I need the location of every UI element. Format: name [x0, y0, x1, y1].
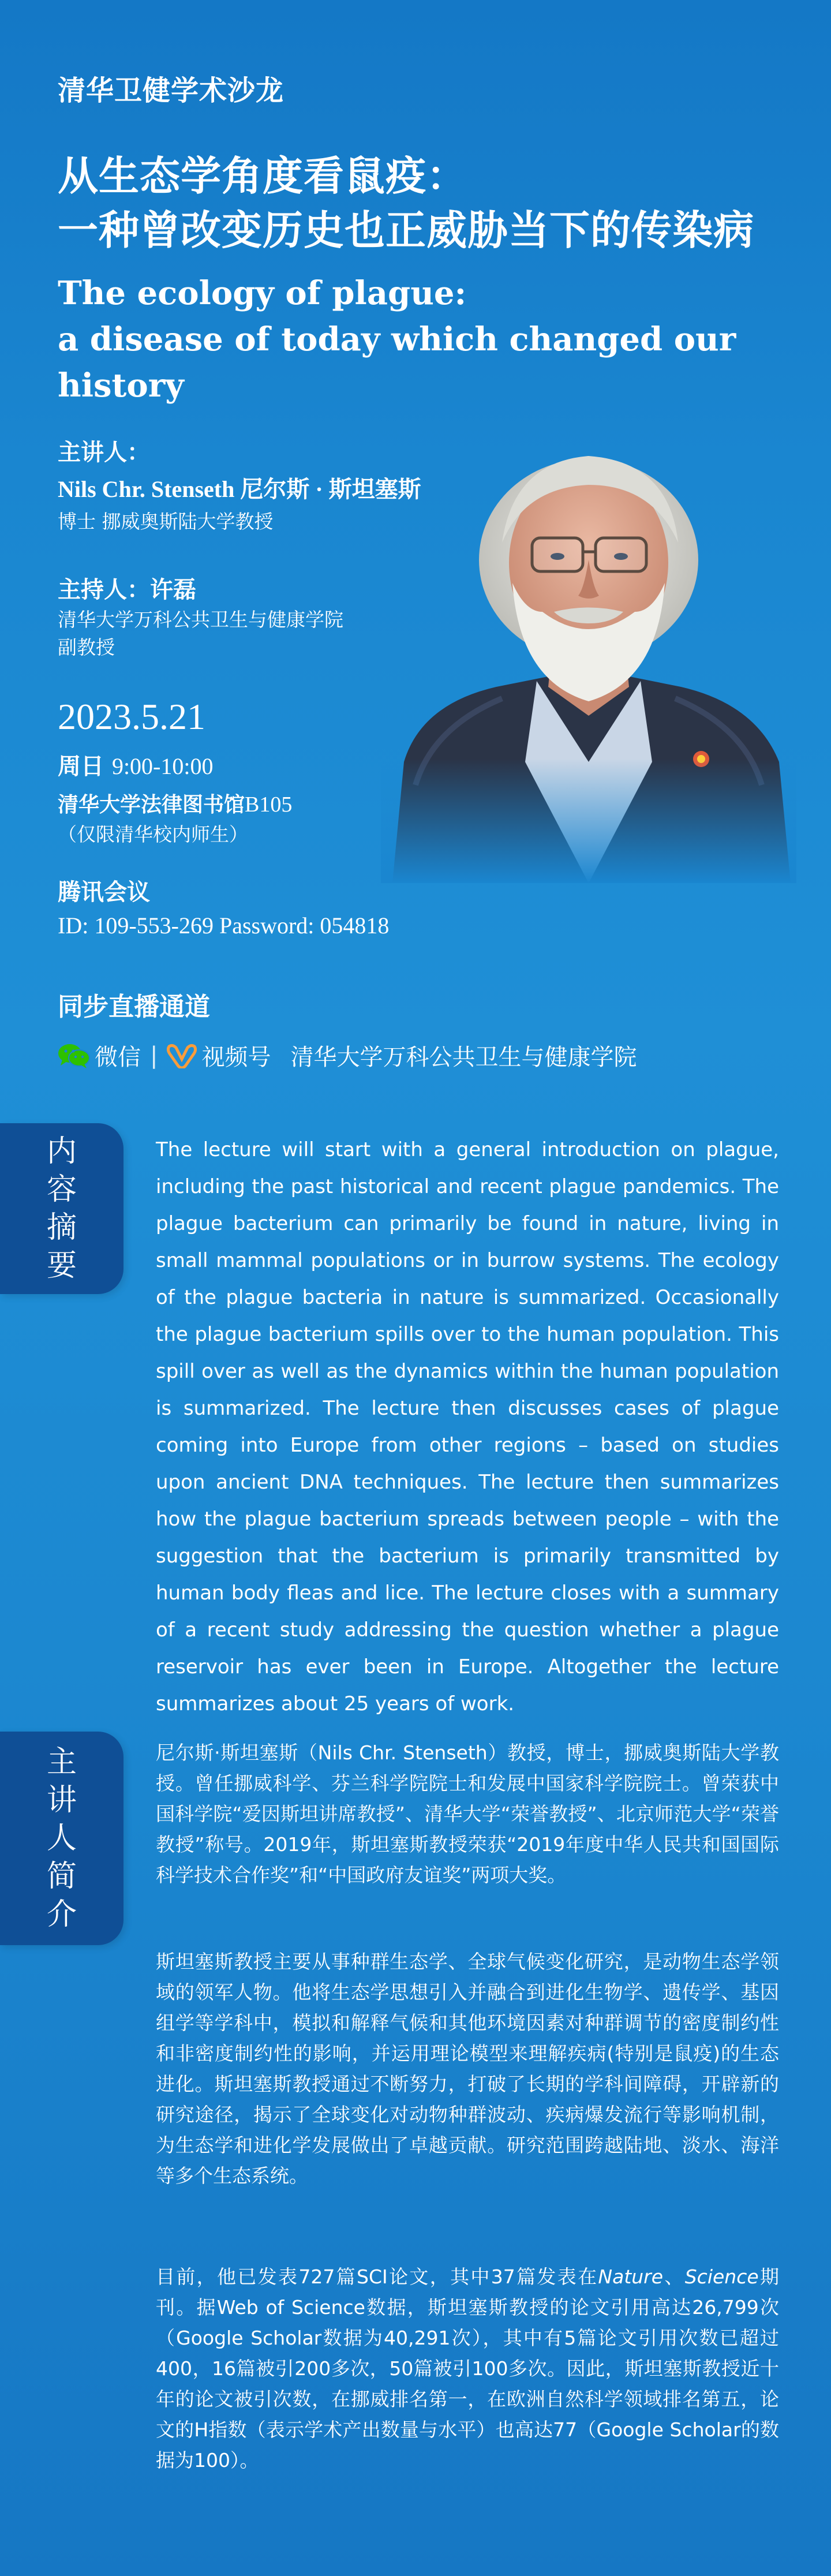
bio-p3-text-b: 期刊。据Web of Science数据，斯坦塞斯教授的论文引用高达26,799次（Google Scholar数据为40,291次），其中有5篇论文引用次数已超过400，16篇被引200多次，50篇被引100多次。因此，斯坦塞斯教授近十年的论文被引次数，在挪威排名第一，在欧洲自然科学领域排名第五，论文的H指数（表示学术产出数量与水平）也高达77（Google Scholar的数据为100）。 [156, 2265, 780, 2472]
speaker-title: 博士 挪威奥斯陆大学教授 [58, 510, 274, 533]
speaker-label: 主讲人： [58, 439, 150, 466]
abstract-tab-char: 摘 [46, 1210, 77, 1245]
bio-paragraph-1: 尼尔斯·斯坦塞斯（Nils Chr. Stenseth）教授，博士，挪威奥斯陆大学教授。曾任挪威科学、芬兰科学院院士和发展中国家科学院院士。曾荣获中国科学院“爱因斯坦讲席教授”、清华大学“荣誉教授”、北京师范大学“荣誉教授”称号。2019年，斯坦塞斯教授荣获“2019年度中华人民共和国国际科学技术合作奖”和“中国政府友谊奖”两项大奖。 [156, 1741, 779, 1886]
bio-tab-char: 介 [46, 1897, 77, 1932]
journal-science: Science [684, 2265, 759, 2288]
title-en-line-2: a disease of today which changed our history [58, 320, 736, 405]
live-channels [58, 1039, 637, 1072]
speaker-portrait [381, 439, 796, 883]
bio-tab-char: 讲 [46, 1783, 77, 1818]
bio-p3-text-a: 目前，他已发表727篇SCI论文，其中37篇发表在 [156, 2265, 598, 2288]
abstract-tab [0, 1123, 123, 1294]
bio-tab-char: 简 [46, 1859, 77, 1894]
host-label: 主持人：许磊 [58, 577, 196, 603]
event-hours: 9:00-10:00 [111, 753, 214, 779]
event-date: 2023.5.21 [58, 696, 205, 737]
wechat-label: 微信 [95, 1044, 141, 1071]
video-channel-icon [167, 1043, 197, 1068]
wechat-icon [58, 1042, 90, 1069]
event-venue [58, 788, 292, 818]
journal-nature: Nature [598, 2265, 664, 2288]
abstract-text: The lecture will start with a general introduction on plague, including the past historical and recent plague pandemics. The plague bacterium can primarily be found in nature, living in small mammal populations or in burrow systems. The ecology of the plague bacteria in nature is summarized. Occasionally the plague bacterium spills over to the human population. This spill over as well as the dynamics within the human population is summarized. The lecture then discusses cases of plague coming into Europe from other regions – based on studies upon ancient DNA techniques. The lecture then summarizes how the plague bacterium spreads between people – with the suggestion that the bacterium is primarily transmitted by human body fleas and lice. The lecture closes with a summary of a recent study addressing the question whether a plague reservoir has ever been in Europe. Altogether the lecture summarizes about 25 years of work. [156, 1138, 779, 1715]
bio-tab-label [0, 1743, 123, 1934]
live-label: 同步直播通道 [58, 992, 210, 1022]
bio-tab-char: 人 [46, 1821, 77, 1856]
meeting-id[interactable]: ID: 109-553-269 Password: 054818 [58, 913, 390, 939]
venue-room: B105 [245, 792, 293, 817]
channel-separator: | [150, 1042, 158, 1069]
lecture-title-chinese [58, 149, 754, 257]
bio-tab-char: 主 [46, 1745, 77, 1779]
event-restriction: （仅限清华校内师生） [58, 823, 248, 846]
video-channel-label: 视频号 [201, 1044, 271, 1071]
series-title: 清华卫健学术沙龙 [58, 74, 285, 107]
host-role: 副教授 [58, 636, 115, 659]
title-en-line-1: The ecology of plague: [58, 274, 467, 312]
bio-p3-sep: 、 [663, 2265, 685, 2288]
event-weekday: 周日 [58, 753, 112, 780]
bio-paragraph-2: 斯坦塞斯教授主要从事种群生态学、全球气候变化研究，是动物生态学领域的领军人物。他将生态学思想引入并融合到进化生物学、遗传学、基因组学等学科中，模拟和解释气候和其他环境因素对种群调节的密度制约性和非密度制约性的影响，并运用理论模型来理解疾病(特别是鼠疫)的生态进化。斯坦塞斯教授通过不断努力，打破了长期的学科间障碍，开辟新的研究途径，揭示了全球变化对动物种群波动、疾病爆发流行等影响机制，为生态学和进化学发展做出了卓越贡献。研究范围跨越陆地、淡水、海洋等多个生态系统。 [156, 1950, 779, 2187]
abstract-tab-char: 内 [46, 1134, 77, 1169]
channel-name: 清华大学万科公共卫生与健康学院 [290, 1044, 637, 1071]
venue-name: 清华大学法律图书馆 [58, 793, 245, 817]
title-cn-line-1: 从生态学角度看鼠疫： [58, 152, 467, 200]
abstract-tab-char: 容 [46, 1172, 77, 1207]
meeting-label: 腾讯会议 [58, 879, 150, 906]
abstract-tab-label [0, 1132, 123, 1285]
speaker-name: Nils Chr. Stenseth 尼尔斯 · 斯坦塞斯 [58, 476, 421, 502]
lecture-title-english [58, 270, 831, 409]
abstract-tab-char: 要 [46, 1248, 77, 1283]
bio-paragraph-3 [156, 2261, 779, 2476]
event-time [58, 748, 213, 781]
title-cn-line-2: 一种曾改变历史也正威胁当下的传染病 [58, 207, 754, 254]
bio-tab [0, 1732, 123, 1945]
host-affiliation: 清华大学万科公共卫生与健康学院 [58, 608, 343, 631]
